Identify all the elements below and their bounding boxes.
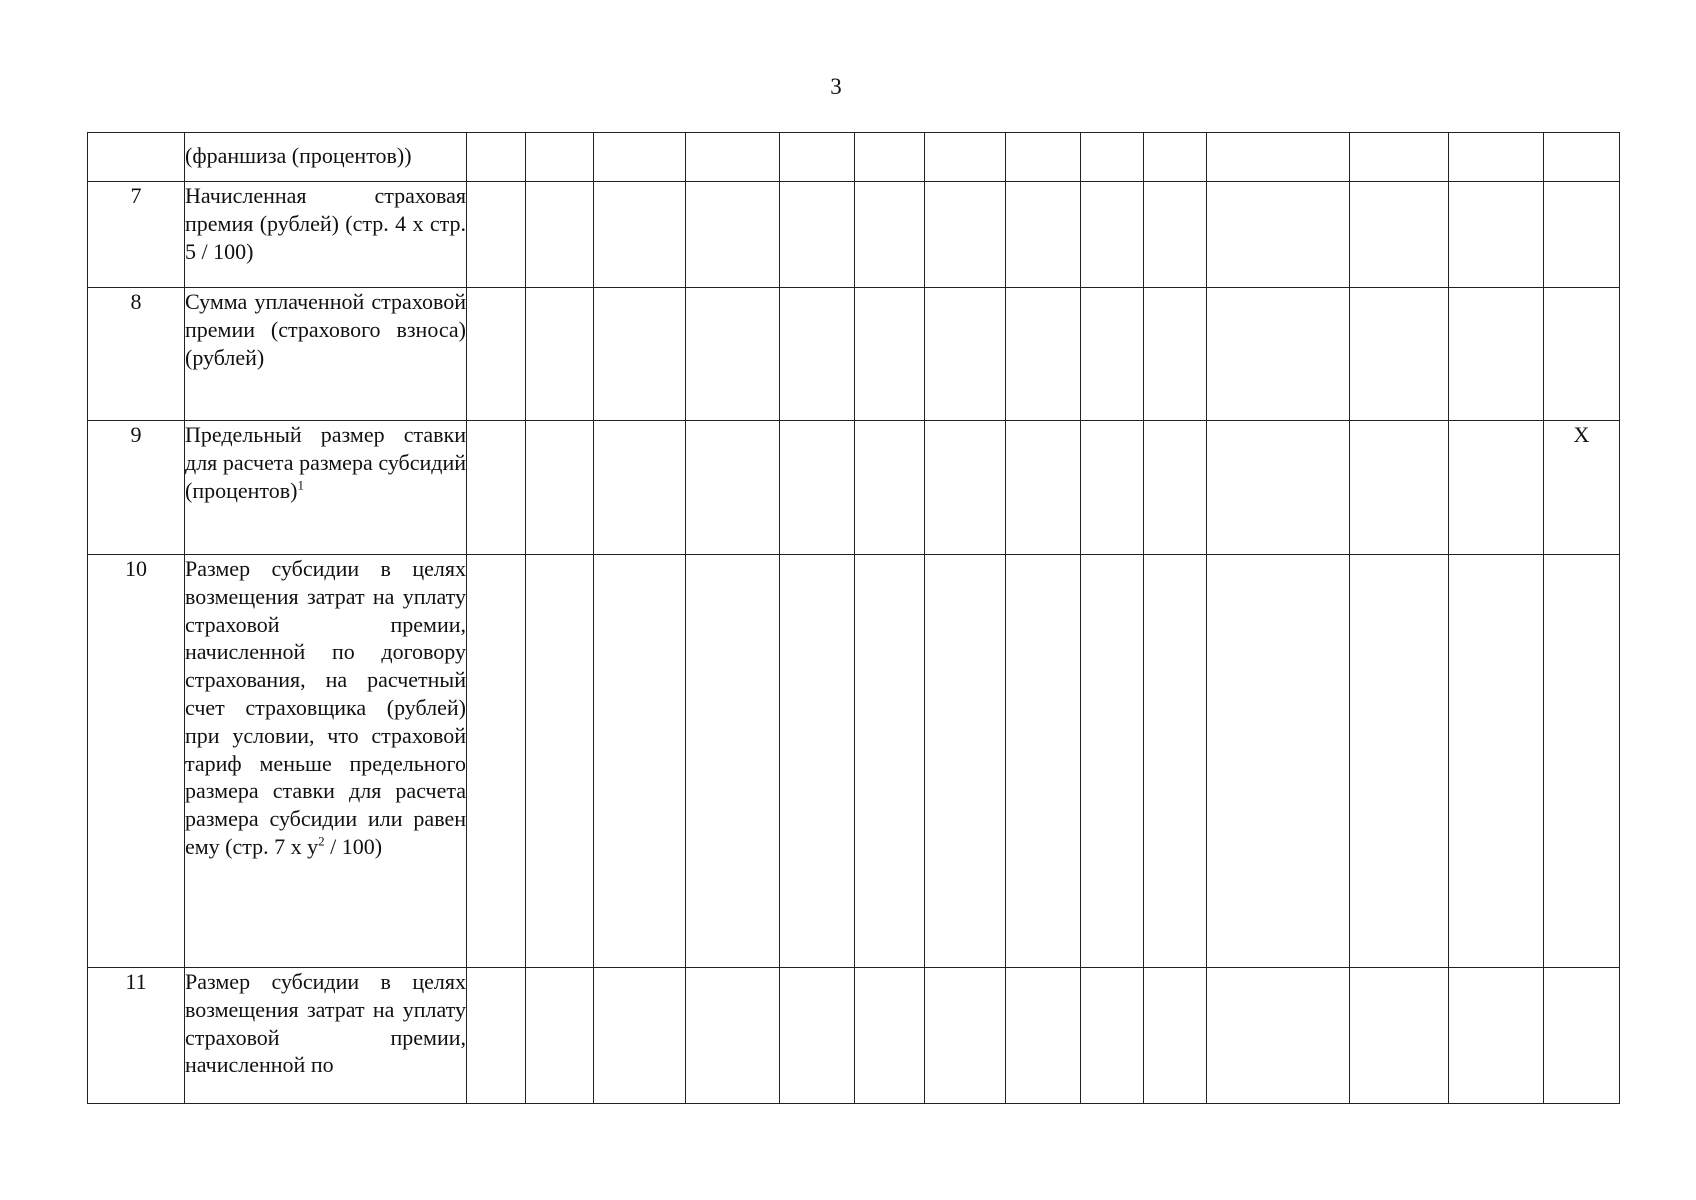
row-description: Размер субсидии в целях возмещения затрат на уплату страховой премии, начисленной по (185, 968, 467, 1104)
table-row (88, 182, 1620, 288)
not-applicable-mark: Х (1544, 421, 1620, 555)
row-number (88, 133, 185, 182)
row-mark (1544, 968, 1620, 1104)
row-number: 9 (88, 421, 185, 555)
row-description: Сумма уплаченной страховой премии (страхового взноса) (рублей) (185, 288, 467, 421)
table-row (88, 133, 1620, 182)
table-row (88, 555, 1620, 968)
row-mark (1544, 555, 1620, 968)
row-description: Предельный размер ставки для расчета размера субсидий (процентов)$^1$ (185, 421, 467, 555)
row-number: 7 (88, 182, 185, 288)
row-mark (1544, 288, 1620, 421)
table-row (88, 421, 1620, 555)
table-row (88, 288, 1620, 421)
page-number: 3 (830, 74, 842, 99)
row-mark (1544, 182, 1620, 288)
footnote-ref: 2 (318, 833, 325, 849)
subsidy-table (87, 132, 1620, 1104)
row-description: Размер субсидии в целях возмещения затрат на уплату страховой премии, начисленной по договору страхования, на расчетный счет страховщика (рублей) при условии, что страховой тариф меньше предельного размера ставки для расчета размера субсидии или равен ему (стр. 7 х $у^2 / 100$) (185, 555, 467, 968)
row-number: 8 (88, 288, 185, 421)
row-description: (франшиза (процентов)) (185, 133, 467, 182)
row-number: 11 (88, 968, 185, 1104)
footnote-ref: 1 (297, 477, 304, 493)
table-row (88, 968, 1620, 1104)
row-description: Начисленная страховая премия (рублей) (стр. 4 х стр. 5 / 100) (185, 182, 467, 288)
row-number: 10 (88, 555, 185, 968)
row-mark (1544, 133, 1620, 182)
